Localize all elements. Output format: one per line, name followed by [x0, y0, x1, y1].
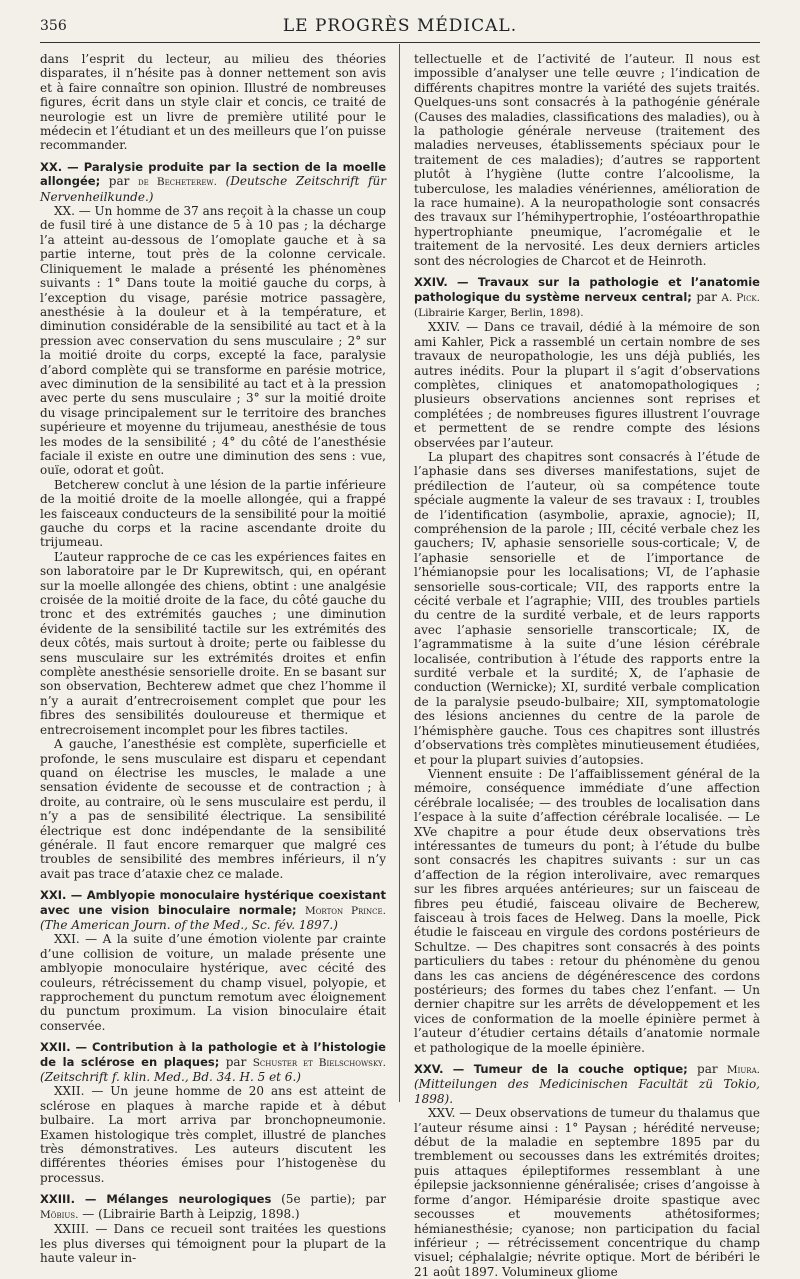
section-title: — Travaux sur la pathologie et l’anatomie pathologique du système nerveux central; [414, 275, 760, 304]
section-number: XXIV. [414, 275, 448, 290]
author-name: Miura. [726, 1064, 760, 1077]
by-word: par [225, 1054, 247, 1069]
page-number: 356 [40, 18, 67, 34]
section-heading-xx [40, 160, 386, 204]
source-citation: (Mitteilungen des Medicinischen Facultät zü Tokio, 1898). [414, 1077, 760, 1106]
section-number: XXI. [40, 888, 67, 903]
section-heading-xxiv [414, 275, 760, 320]
section-number: XX. [40, 159, 63, 174]
article-paragraph: XXI. — A la suite d’une émotion violente par crainte d’une collision de voiture, un malade présente une amblyopie monoculaire hystérique, avec cécité des couleurs, rétrécissement du champ visuel, polyopie, et rapprochement du punctum remotum avec éloignement du punctum proximum. La vision binoculaire était conservée. [40, 932, 386, 1033]
section-heading-xxi [40, 888, 386, 932]
right-column [414, 52, 760, 1279]
by-word: par [108, 174, 130, 189]
article-paragraph: L’auteur rapproche de ce cas les expériences faites en son laboratoire par le Dr Kuprewitsch, qui, en opérant sur la moelle allongée des chiens, obtint : une analgésie croisée de la moitié droite de la face, du côté gauche du tronc et des extrémités gauches ; une diminution évidente de la sensibilité tactile sur les extrémités des deux côtés, mais surtout à droite; perte ou faiblesse du sens musculaire sur les extrémités droites et enfin complète anesthésie sensorielle droite. En se basant sur son observation, Bechterew admet que chez l’homme il n’y a aurait d’entrecroisement complet que pour les fibres des sensibilités douloureuse et thermique et entrecroisement incomplet pour les fibres tactiles. [40, 549, 386, 737]
source-citation: (Zeitschrift f. klin. Med., Bd. 34. H. 5 et 6.) [40, 1070, 301, 1085]
article-paragraph: A gauche, l’anesthésie est complète, superficielle et profonde, le sens musculaire est disparu et cependant quand on électrise les muscles, le malade a une sensation évidente de secousse et de contraction ; à droite, au contraire, où le sens musculaire est perdu, il n’y a pas de sensibilité électrique. La sensibilité électrique est donc indépendante de la sensibilité générale. Il faut encore remarquer que malgré ces troubles de sensibilité des membres inférieurs, il n’y avait pas trace d’ataxie chez ce malade. [40, 737, 386, 881]
continued-paragraph: tellectuelle et de l’activité de l’auteur. Il nous est impossible d’analyser une telle œuvre ; l’indication de différents chapitres montre la variété des sujets traités. Quelques-uns sont consacrés à la pathogénie générale (Causes des maladies, classifications des maladies), ou à la pathologie générale nerveuse (traitement des maladies nerveuses, établissements spéciaux pour le traitement de ces maladies); d’autres se rapportent plutôt à l’hygiène (lutte contre l’alcoolisme, la tuberculose, les maladies vénériennes, amélioration de la race humaine). A la neuropathologie sont consacrés des travaux sur l’hémihypertrophie, l’ostéoarthropathie hypertrophiante pneumique, l’acromégalie et le traitement de la nervosité. Les deux derniers articles sont des nécrologies de Charcot et de Heinroth. [414, 52, 760, 268]
article-paragraph: Betcherew conclut à une lésion de la partie inférieure de la moitié droite de la moelle allongée, qui a frappé les faisceaux conducteurs de la sensibilité pour la moitié gauche du corps et la racine ascendante droite du trijumeau. [40, 477, 386, 550]
section-title: — Contribution à la pathologie et à l’histologie de la sclérose en plaques; [40, 1040, 386, 1069]
source-citation: (Librairie Karger, Berlin, 1898). [414, 306, 584, 319]
section-heading-xxv [414, 1062, 760, 1106]
article-paragraph: XXV. — Deux observations de tumeur du thalamus que l’auteur résume ainsi : 1° Paysan ; hérédité nerveuse; début de la maladie en septembre 1895 par du tremblement ou secousses dans les extrémités droites; puis attaques épileptiformes ressemblant à une épilepsie jacksonnienne généralisée; crises d’angoisse à forme d’angor. Hémiparésie droite spastique avec secousses et mouvements athétosiformes; hémianesthésie; cyanose; non participation du facial inférieur ; — rétrécissement concentrique du champ visuel; céphalalgie; névrite optique. Mort de béribéri le 21 août 1897. Volumineux gliome [414, 1106, 760, 1279]
by-word: par [696, 289, 717, 304]
author-name: Morton Prince. [304, 904, 386, 917]
page-header [40, 16, 760, 40]
article-paragraph: XXII. — Un jeune homme de 20 ans est atteint de sclérose en plaques à marche rapide et à début bulbaire. La mort arriva par bronchopneumonie. Examen histologique très complet, illustré de planches très démonstratives. Les auteurs discutent les différentes théories émises pour l’histogenèse du processus. [40, 1084, 386, 1185]
source-citation: (The American Journ. of the Med., Sc. fév. 1897.) [40, 917, 338, 932]
by-word: par [697, 1062, 718, 1077]
section-heading-xxiii [40, 1192, 386, 1222]
section-heading-xxii [40, 1040, 386, 1084]
section-number: XXII. [40, 1040, 71, 1055]
author-name: Möbius. [40, 1208, 79, 1221]
article-paragraph: La plupart des chapitres sont consacrés à l’étude de l’aphasie dans ses diverses manifestations, sujet de prédilection de l’auteur, où sa compétence toute spéciale augmente la valeur de ses travaux : I, troubles de l’identification (asymbolie, apraxie, agnocie); II, compréhension de la parole ; III, cécité verbale chez les gauchers; IV, aphasie sensorielle sous-corticale; V, de l’aphasie sensorielle et de l’importance de l’hémianopsie pour les localisations; VI, de l’aphasie sensorielle sous-corticale; VII, des rapports entre la cécité verbale et l’agraphie; VIII, des troubles partiels du centre de la surdité verbale, et de leurs rapports avec l’aphasie sensorielle transcorticale; IX, de l’agrammatisme à la suite d’une lésion cérébrale localisée, contribution à l’étude des rapports entre la surdité verbale et la surdité; X, de l’aphasie de conduction (Wernicke); XI, surdité verbale complication de la paralysie pseudo-bulbaire; XII, symptomatologie des lésions anciennes du centre de la parole de l’hémisphère gauche. Tous ces chapitres sont illustrés d’observations très complètes minutieusement étudiées, et pour la plupart suivies d’autopsies. [414, 449, 760, 767]
continued-paragraph: dans l’esprit du lecteur, au milieu des théories disparates, il n’hésite pas à donner nettement son avis et à faire connaître son opinion. Illustré de nombreuses figures, écrit dans un style clair et concis, ce traité de neurologie est un livre de première utilité pour le médecin et l’étudiant et un des meilleurs que l’on puisse recommander. [40, 52, 386, 153]
section-title: — Amblyopie monoculaire hystérique coexistant avec une vision binoculaire normale; [40, 888, 386, 917]
section-number: XXV. [414, 1062, 444, 1077]
article-paragraph: Viennent ensuite : De l’affaiblissement général de la mémoire, conséquence immédiate d’une affection cérébrale localisée; — des troubles de localisation dans l’espace à la suite d’affection cérébrale localisée. — Le XVe chapitre a pour étude deux observations très intéressantes de tumeurs du pont; à l’étude du bulbe sont consacrés les chapitres suivants : sur un cas d’affection de la région interolivaire, avec remarques sur les fibres arquées antérieures; sur un faisceau de fibres peu étudié, faisceau olivaire de Becherew, faisceau à trois faces de Helweg. Dans la moelle, Pick étudie le faisceau en virgule des cordons postérieurs de Schultze. — Des chapitres sont consacrés à des points particuliers du tabes : retour du phénomène du genou dans les cas anciens de dégénérescence des cordons postérieurs; des formes du tabes chez l’enfant. — Un dernier chapitre sur les arrêts de développement et les vices de conformation de la moelle épinière permet à l’auteur d’étudier certains détails d’anatomie normale et pathologique de la moelle épinière. [414, 766, 760, 1055]
journal-title: LE PROGRÈS MÉDICAL. [282, 16, 518, 36]
part-note: (5e partie); par [281, 1192, 386, 1207]
section-number: XXIII. [40, 1192, 75, 1207]
source-citation: (Deutsche Zeitschrift für Nervenheilkunde.) [40, 174, 386, 204]
article-paragraph: XX. — Un homme de 37 ans reçoit à la chasse un coup de fusil tiré à une distance de 5 à 10 pas ; la décharge l’a atteint au-dessous de l’omoplate gauche et à sa partie interne, tout près de la colonne cervicale. Cliniquement le malade a présenté les phénomènes suivants : 1° Dans toute la moitié gauche du corps, à l’exception du visage, parésie motrice passagère, anesthésie à la douleur et à la température, et diminution considérable de la sensibilité au tact et à la pression avec conservation du sens musculaire ; 2° sur la moitié droite du corps, excepté la face, paralysie d’abord complète qui se transforme en parésie motrice, avec diminution de la sensibilité au tact et à la pression avec perte du sens musculaire ; 3° sur la moitié droite du visage principalement sur le territoire des branches supérieure et moyenne du trijumeau, anesthésie de tous les modes de la sensibilité ; 4° du côté de l’anesthésie faciale il existe en outre une diminution des sens : vue, ouïe, odorat et goût. [40, 204, 386, 478]
section-title: — Mélanges neurologiques [84, 1192, 272, 1207]
left-column [40, 52, 386, 1265]
article-paragraph: XXIII. — Dans ce recueil sont traitées les questions les plus diverses qui témoignent pour la plupart de la haute valeur in- [40, 1222, 386, 1265]
article-paragraph: XXIV. — Dans ce travail, dédié à la mémoire de son ami Kahler, Pick a rassemblé un certain nombre de ses travaux de neuropathologie, les uns déjà publiés, les autres inédits. Pour la plupart il s’agit d’observations complètes, cliniques et anatomopathologiques ; plusieurs observations anciennes sont reprises et complétées ; de nombreuses figures illustrent l’ouvrage et permettent de se rendre compte des lésions observées par l’auteur. [414, 320, 760, 450]
author-name: Schuster et Bielschowsky. [252, 1056, 386, 1069]
author-name: A. Pick. [721, 291, 761, 304]
source-citation: — (Librairie Barth à Leipzig, 1898.) [82, 1206, 300, 1221]
author-name: de Becheterew. [138, 176, 217, 189]
section-title: — Paralysie produite par la section de la moelle allongée; [40, 159, 386, 189]
section-title: — Tumeur de la couche optique; [452, 1062, 688, 1077]
column-divider [399, 44, 400, 1102]
header-rule [40, 42, 760, 43]
